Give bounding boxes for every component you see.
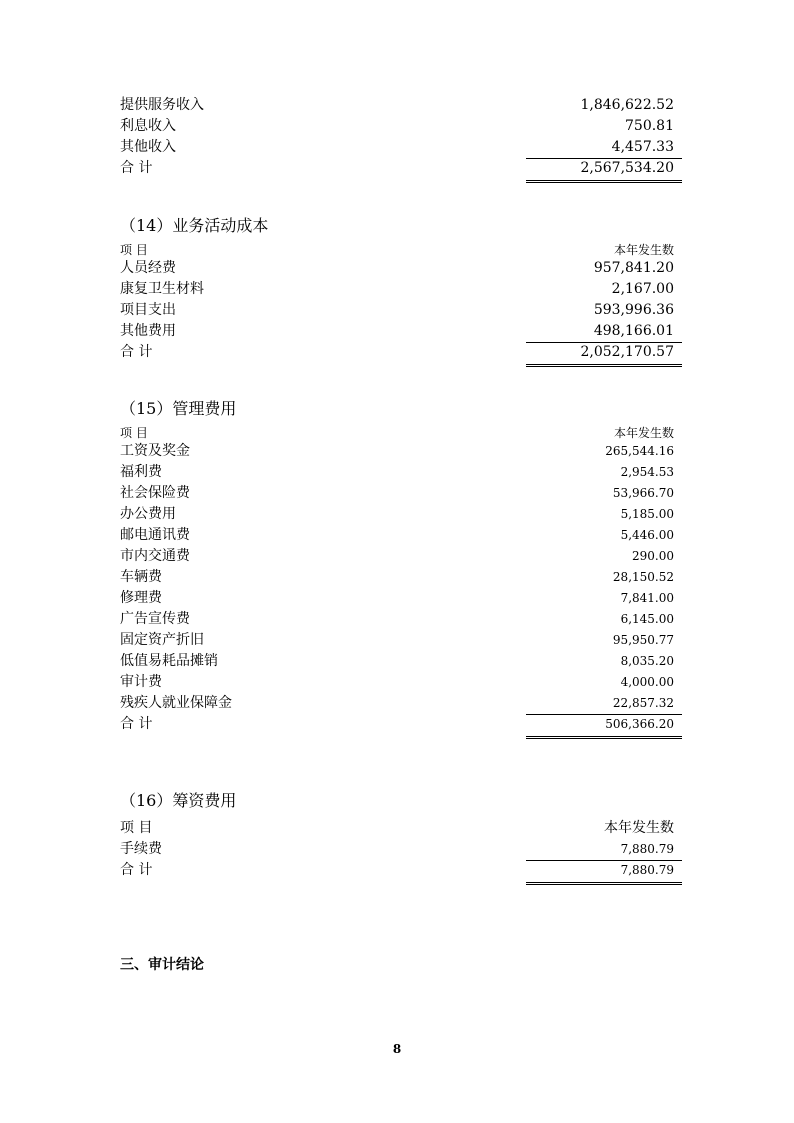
- row-value: 290.00: [632, 549, 674, 563]
- table-row: [120, 279, 682, 300]
- income-table: [120, 95, 682, 179]
- row-label: 低值易耗品摊销: [120, 653, 218, 669]
- table-row: [120, 609, 682, 630]
- row-label: 残疾人就业保障金: [120, 695, 232, 711]
- row-value: 2,167.00: [611, 281, 674, 297]
- table-row: [120, 504, 682, 525]
- row-label: 修理费: [120, 590, 162, 606]
- total-row: [120, 158, 682, 179]
- row-label: 福利费: [120, 464, 162, 480]
- total-label: 合 计: [120, 344, 153, 360]
- total-value: 2,567,534.20: [580, 160, 674, 176]
- row-label: 其他费用: [120, 323, 176, 339]
- section-16-title: （16）筹资费用: [120, 791, 237, 810]
- row-value: 5,446.00: [620, 528, 674, 542]
- header-item: 项 目: [120, 243, 148, 257]
- row-value: 4,000.00: [620, 675, 674, 689]
- row-label: 利息收入: [120, 118, 176, 134]
- row-value: 957,841.20: [593, 260, 674, 276]
- table-row: [120, 525, 682, 546]
- section-14-table: [120, 242, 682, 363]
- row-value: 498,166.01: [593, 323, 674, 339]
- row-value: 265,544.16: [605, 444, 674, 458]
- section-15-table: [120, 425, 682, 735]
- table-row: [120, 672, 682, 693]
- row-label: 邮电通讯费: [120, 527, 190, 543]
- row-label: 手续费: [120, 841, 162, 857]
- section-16-table: [120, 817, 682, 881]
- table-row: [120, 546, 682, 567]
- row-label: 广告宣传费: [120, 611, 190, 627]
- table-row: [120, 693, 682, 714]
- row-value: 6,145.00: [620, 612, 674, 626]
- row-value: 4,457.33: [611, 139, 674, 155]
- row-value: 95,950.77: [612, 633, 674, 647]
- total-row: [120, 860, 682, 881]
- section-14-title: （14）业务活动成本: [120, 216, 269, 235]
- row-value: 5,185.00: [620, 507, 674, 521]
- header-item: 项 目: [120, 426, 148, 440]
- row-value: 7,841.00: [620, 591, 674, 605]
- total-label: 合 计: [120, 862, 153, 878]
- row-value: 7,880.79: [620, 842, 674, 856]
- row-value: 1,846,622.52: [580, 97, 674, 113]
- row-label: 审计费: [120, 674, 162, 690]
- row-label: 固定资产折旧: [120, 632, 204, 648]
- total-label: 合 计: [120, 716, 153, 732]
- row-label: 市内交通费: [120, 548, 190, 564]
- table-row: [120, 839, 682, 860]
- header-amount: 本年发生数: [613, 243, 674, 257]
- row-label: 人员经费: [120, 260, 176, 276]
- header-amount: 本年发生数: [604, 820, 674, 836]
- total-row: [120, 714, 682, 735]
- table-header: [120, 425, 682, 441]
- row-label: 提供服务收入: [120, 97, 204, 113]
- total-value: 506,366.20: [605, 717, 674, 731]
- total-value: 2,052,170.57: [580, 344, 674, 360]
- conclusion-heading: 三、审计结论: [120, 957, 204, 973]
- table-row: [120, 300, 682, 321]
- row-value: 593,996.36: [593, 302, 674, 318]
- table-row: [120, 441, 682, 462]
- table-row: [120, 567, 682, 588]
- header-amount: 本年发生数: [613, 426, 674, 440]
- page-number: 8: [392, 1042, 402, 1056]
- table-header: [120, 242, 682, 258]
- row-label: 社会保险费: [120, 485, 190, 501]
- row-label: 办公费用: [120, 506, 176, 522]
- row-label: 其他收入: [120, 139, 176, 155]
- table-row: [120, 588, 682, 609]
- table-row: [120, 321, 682, 342]
- section-15-title: （15）管理费用: [120, 399, 237, 418]
- table-row: [120, 483, 682, 504]
- row-value: 53,966.70: [612, 486, 674, 500]
- header-item: 项 目: [120, 820, 153, 836]
- row-value: 28,150.52: [612, 570, 674, 584]
- row-label: 项目支出: [120, 302, 176, 318]
- table-row: [120, 95, 682, 116]
- table-row: [120, 137, 682, 158]
- total-value: 7,880.79: [620, 863, 674, 877]
- table-row: [120, 462, 682, 483]
- row-value: 2,954.53: [620, 465, 674, 479]
- table-row: [120, 258, 682, 279]
- row-label: 工资及奖金: [120, 443, 190, 459]
- total-label: 合 计: [120, 160, 153, 176]
- row-value: 750.81: [625, 118, 674, 134]
- row-value: 22,857.32: [612, 696, 674, 710]
- row-label: 康复卫生材料: [120, 281, 204, 297]
- total-row: [120, 342, 682, 363]
- table-row: [120, 116, 682, 137]
- table-header: [120, 817, 682, 839]
- table-row: [120, 630, 682, 651]
- row-label: 车辆费: [120, 569, 162, 585]
- row-value: 8,035.20: [620, 654, 674, 668]
- table-row: [120, 651, 682, 672]
